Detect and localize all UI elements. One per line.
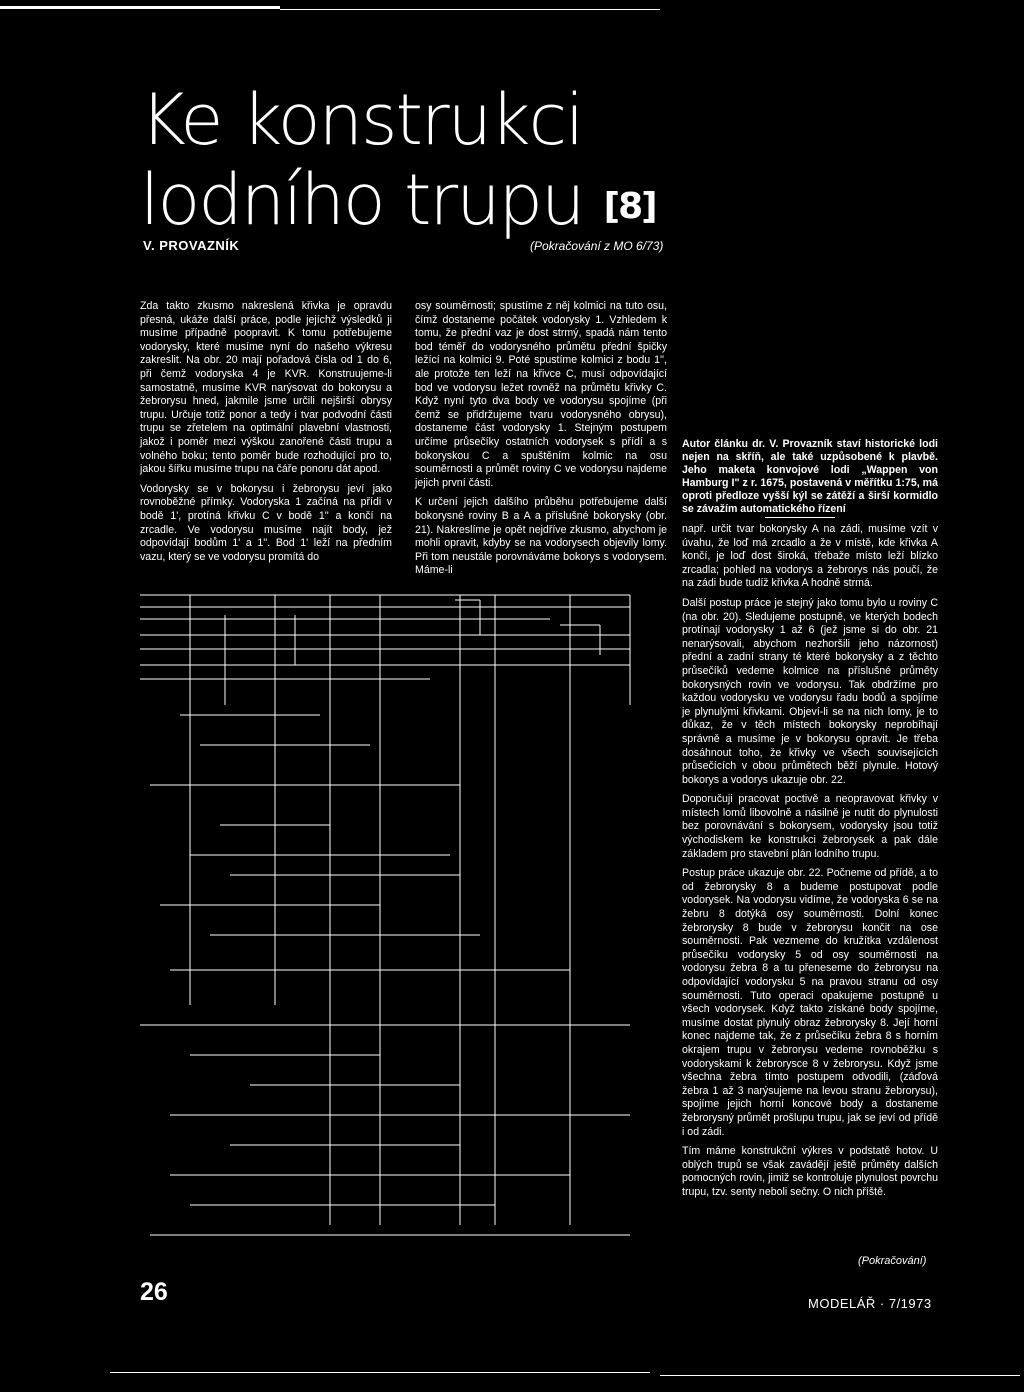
paragraph: Další postup práce je stejný jako tomu bylo u roviny C (na obr. 20). Sledujeme postupně, ve kterých bodech protínají vodorysky 1 až 6 (jež jsme si do obr. 21 nenarýsovali, abychom nezhoršili jeho názornost) přední a zadní strany té které bokorysky a z těchto průsečíků vedeme kolmice na příslušné průměty bokorysných rovin ve vodorysu. Tak obdržíme pro každou vodorysku ve vodorysu řadu bodů a spojíme je plynulými křivkami. Objeví-li se na nich lomy, je to důkaz, že v těch místech bokorysky neprobíhají správně a musíme je v bokorysu opravit. Je třeba dosáhnout toho, že křivky ve všech souvisejících průsečících v obou průmětech běží plynule. Hotový bokorys a vodorys ukazuje obr. 22. bbox=[682, 596, 938, 786]
top-rule-thin bbox=[280, 9, 660, 10]
column-3 bbox=[682, 523, 938, 1206]
magazine-issue: MODELÁŘ · 7/1973 bbox=[808, 1296, 932, 1311]
column-1 bbox=[140, 300, 392, 570]
hull-drawing bbox=[130, 585, 670, 1245]
paragraph: Doporučuji pracovat poctivě a neopravovat křivky v místech lomů libovolně a násilně je nutit do plynulosti bez porovnávání s bokorysem, vodorysky jsou totiž východiskem ke konstrukci žebrorysek a pak dále základem pro stavební plán lodního trupu. bbox=[682, 793, 938, 860]
paragraph: Postup práce ukazuje obr. 22. Počneme od přídě, a to od žebrorysky 8 a budeme postupovat podle vodorysek. Na vodorysu vidíme, že vodoryska 6 se na žebru 8 dotýká osy souměrnosti. Dolní konec žebrorysky 8 bude v žebrorysu končit na ose souměrnosti. Pak vezmeme do kružítka vzdálenost průsečíku vodorysky 5 od osy souměrnosti na vodorysu žebra 8 a tu přeneseme do žebrorysu na odpovídající vodorysku 5 na pravou stranu od osy souměrnosti. Tuto operaci opakujeme postupně u všech vodorysek. Když takto získané body spojíme, musíme dostat plynulý obraz žebrorysky 8. Její horní konec najdeme tak, že z průsečíku žebra 8 s horním okrajem trupu v žebrorysu vedeme rovnoběžku s vodoryskami k žebrorysce 8 v žebrorysu. Když jsme všechna žebra tímto postupem odvodili, (záďová žebra 1 až 3 narýsujeme na levou stranu žebrorysu), spojíme jejich horní koncové body a dostaneme žebrorysný průmět prošlupu trupu, jak se jeví od přídě i od zádi. bbox=[682, 867, 938, 1138]
paragraph: např. určit tvar bokorysky A na zádi, musíme vzít v úvahu, že loď má zrcadlo a že v místě, kde křivka A končí, je loď dost široká, třebaže místo leží blízko zrcadla; pohled na vodorys a žebrorys nás poučí, že na zádi bude tudíž křivka A hodně strmá. bbox=[682, 523, 938, 590]
article-title bbox=[140, 80, 656, 247]
author-note: Autor článku dr. V. Provazník staví historické lodi nejen na skříň, ale také uzpůsobené k plavbě. Jeho maketa konvojové lodi „Wappen von Hamburg I" z r. 1675, postavená v měřítku 1:75, má oproti předloze vyšší kýl se zátěží a širší kormidlo se závažím automatického řízení bbox=[682, 438, 938, 515]
note-divider bbox=[765, 517, 835, 518]
continuation-note: (Pokračování z MO 6/73) bbox=[530, 239, 664, 253]
column-2 bbox=[415, 300, 667, 584]
bottom-rule bbox=[110, 1372, 650, 1373]
title-number: [8] bbox=[603, 186, 656, 227]
title-line-2: lodního trupu bbox=[140, 159, 584, 241]
page-number: 26 bbox=[140, 1278, 168, 1306]
paragraph: Vodorysky se v bokorysu i žebrorysu jeví jako rovnoběžné přímky. Vodoryska 1 začíná na přídi v bodě 1', protíná křivku C v bodě 1'' a končí na zrcadle. Ve vodorysu musíme najít body, jež odpovídají bodům 1' a 1''. Bod 1' leží na předním vazu, který se ve vodorysu promítá do bbox=[140, 482, 392, 563]
paragraph: K určení jejich dalšího průběhu potřebujeme další bokorysné roviny B a A a příslušné bokorysky (obr. 21). Nakreslíme je opět nejdříve zkusmo, abychom je mohli opravit, kdyby se na vodorysech objevily lomy. Při tom neustále porovnáváme bokorys s vodorysem. Máme-li bbox=[415, 496, 667, 577]
paragraph: Tím máme konstrukční výkres v podstatě hotov. U oblých trupů se však zavádějí ještě průměty dalších pomocných rovin, jimiž se kontroluje plynulost povrchu trupu, tzv. senty neboli sečny. O nich příště. bbox=[682, 1145, 938, 1198]
author: V. PROVAZNÍK bbox=[143, 238, 240, 253]
continued-note: (Pokračování) bbox=[858, 1255, 927, 1267]
top-rule bbox=[0, 6, 280, 9]
paragraph: Zda takto zkusmo nakreslená křivka je opravdu přesná, ukáže další práce, podle jejíchž výsledků ji musíme případně poopravit. K tomu potřebujeme vodorysky, které musíme nyní do našeho výkresu zakreslit. Na obr. 20 mají pořadová čísla od 1 do 6, při čemž vodoryska 4 je KVR. Konstruujeme-li samostatně, musíme KVR narýsovat do bokorysu a žebrorysu hned, jakmile jsme určili nejširší obrysy trupu. Určuje totiž ponor a tedy i tvar podvodní části trupu se zřetelem na optimální plavební vlastnosti, jakož i poměr mezi výškou zanořené části trupu a volného boku; tento poměr bude rozhodující pro to, jakou šířku musíme trupu na čáře ponoru dát apod. bbox=[140, 300, 392, 476]
title-line-1: Ke konstrukci bbox=[140, 79, 583, 161]
paragraph: osy souměrnosti; spustíme z něj kolmici na tuto osu, čímž dostaneme počátek vodorysky 1. Vzhledem k tomu, že přední vaz je dost strmý, spadá nám tento bod téměř do vodorysného průmětu přední špičky ležící na kolmici 9. Poté spustíme kolmici z bodu 1'', ale protože ten leží na křivce C, musí odpovídající bod ve vodorysu ležet rovněž na průmětu křivky C. Když nyní tyto dva body ve vodorysu spojíme (při čemž se přidržujeme tvaru vodorysného obrysu), dostaneme část vodorysky 1. Stejným postupem určíme průsečíky ostatních vodorysek s přídí a s bokoryskou C a spuštěním kolmic na osu souměrnosti a průmět roviny C ve vodorysu najdeme jejich první části. bbox=[415, 300, 667, 489]
bottom-rule-2 bbox=[660, 1375, 1020, 1376]
